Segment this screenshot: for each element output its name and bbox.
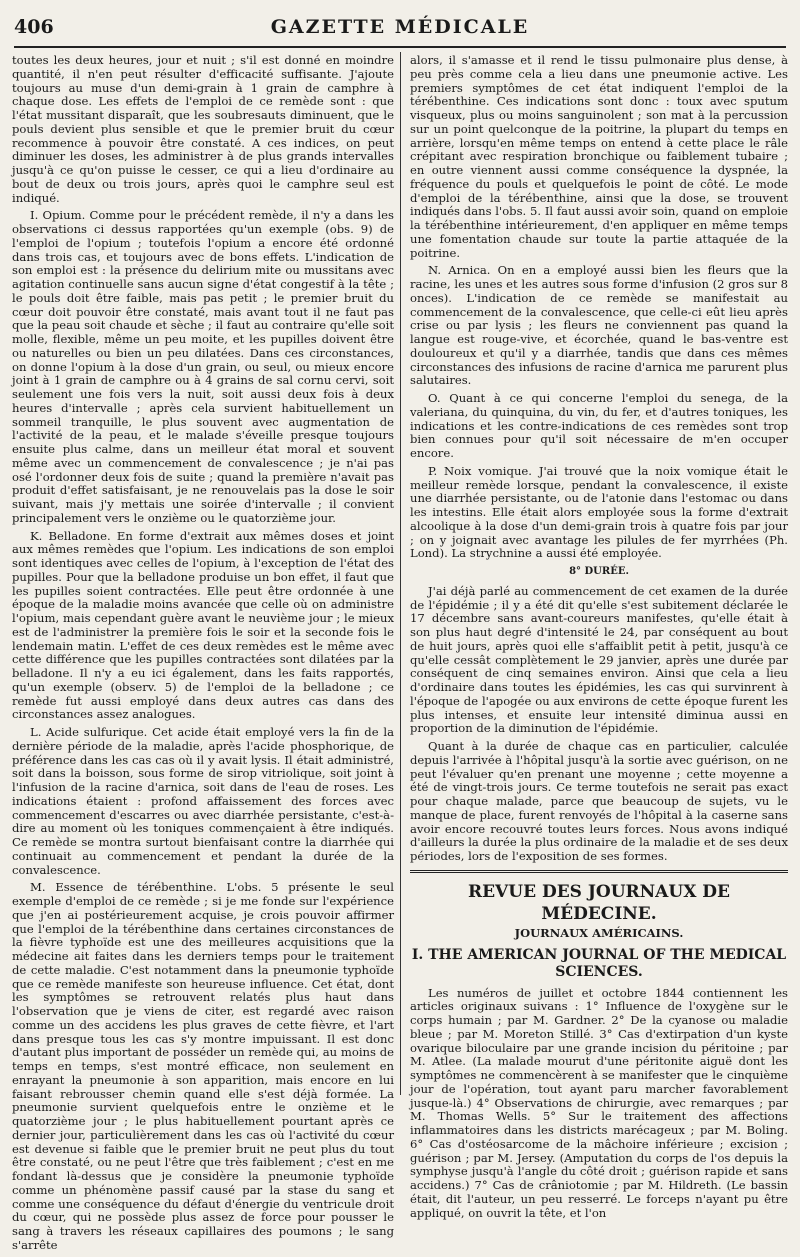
right-column (410, 54, 788, 1224)
duree-paragraph-1: J'ai déjà parlé au commencement de cet examen de la durée de l'épidémie ; il y a été dit qu'elle s'est subitement déclarée le 17 décembre sans avant-coureurs manifestes, qu'elle était à son plus haut degré d'intensité le 24, par conséquent au bout de huit jours, après quoi elle s'affaiblit petit à petit, jusqu'à ce qu'elle cessât complètement le 29 janvier, après une durée par conséquent de cinq semaines environ. Ainsi que cela a lieu d'ordinaire dans toutes les épidémies, les cas qui survinrent à l'époque de l'apogée ou aux environs de cette époque furent les plus intenses, et ensuite leur intensité diminua aussi en proportion de la diminution de l'épidémie. (410, 583, 788, 736)
page-number: 406 (14, 16, 54, 38)
american-journal-title: I. THE AMERICAN JOURNAL OF THE MEDICAL SCIENCES. (411, 946, 787, 980)
duree-heading: 8° DURÉE. (569, 566, 629, 577)
header-rule (14, 46, 786, 48)
belladone-paragraph: K. Belladone. En forme d'extrait aux mêmes doses et joint aux mêmes remèdes que l'opium. Les indications de son emploi sont identiques avec celles de l'opium, à l'exception de l'état des pupilles. Pour que la belladone produise un bon effet, il faut que les pupilles soient contractées. Elle peut être ordonnée à une époque de la maladie moins avancée que celle où on administre l'opium, mais cependant guère avant le neuvième jour ; le mieux est de l'administrer la première fois le soir et la seconde fois le lendemain matin. L'effet de ces deux remèdes est le même avec cette différence que les pupilles contractées sont dilatées par la belladone. Il n'y a eu ici également, dans les faits rapportés, qu'un exemple (observ. 5) de l'emploi de la belladone ; ce remède fut aussi employé dans deux autres cas dans des circonstances assez analogues. (12, 528, 394, 722)
intro-paragraph: toutes les deux heures, jour et nuit ; s'il est donné en moindre quantité, il n'en peut résulter d'efficacité suffisante. J'ajoute toujours au muse d'un demi-grain à 1 grain de camphre à chaque dose. Les effets de l'emploi de ce remède sont : que l'état mussitant disparaît, que les soubresauts diminuent, que le pouls devient plus sensible et que le premier bruit du cœur recommence à pouvoir être constaté. A ces indices, on peut diminuer les doses, les administrer à de plus grands intervalles jusqu'à ce qu'on puisse le cesser, ce qui a lieu d'ordinaire au bout de deux ou trois jours, après quoi le camphre seul est indiqué. (12, 53, 394, 205)
journal-title: GAZETTE MÉDICALE (270, 16, 530, 38)
noix-paragraph: P. Noix vomique. J'ai trouvé que la noix vomique était le meilleur remède lorsque, pendant la convalescence, il existe une diarrhée persistante, ou de l'atonie dans l'estomac ou dans les intestins. Elle était alors employée sous la forme d'extrait alcoolique à la dose d'un demi-grain trois à quatre fois par jour ; on y joignait avec avantage les pilules de fer myrrhées (Ph. Lond). La strychnine a aussi été employée. (410, 463, 788, 561)
opium-paragraph: I. Opium. Comme pour le précédent remède, il n'y a dans les observations ci dessus rapportées qu'un exemple (obs. 9) de l'emploi de l'opium ; toutefois l'opium a encore été ordonné dans trois cas, et toujours avec de bons effets. L'indication de son emploi est : la présence du delirium mite ou mussitans avec agitation continuelle sans aucun signe d'état congestif à la tête ; le pouls doit être faible, mais pas petit ; le premier bruit du cœur doit pouvoir être constaté, mais avant tout il ne faut pas que la peau soit chaude et sèche ; il faut au contraire qu'elle soit molle, flexible, même un peu moite, et les pupilles doivent être ou naturelles ou bien un peu dilatées. Dans ces circonstances, on donne l'opium à la dose d'un grain, ou seul, ou mieux encore joint à 1 grain de camphre ou à 4 grains de sal cornu cervi, soit seulement une fois vers la nuit, soit aussi deux fois à deux heures d'intervalle ; après cela survient habituellement un sommeil tranquille, le plus souvent avec augmentation de l'activité de la peau, et le malade s'éveille presque toujours ensuite plus calme, dans un meilleur état moral et souvent même avec un commencement de convalescence ; je n'ai pas osé l'ordonner deux fois de suite ; quand la première n'avait pas produit d'effet satisfaisant, je ne renouvelais pas la dose le soir suivant, mais j'y mettais une soirée d'intervalle ; il convient principalement vers le onzième ou le quatorzième jour. (12, 208, 394, 525)
american-journal-paragraph: Les numéros de juillet et octobre 1844 contiennent les articles originaux suivans : 1° Influence de l'oxygène sur le corps humain ; par M. Gardner. 2° De la cyanose ou maladie bleue ; par M. Moreton Stillé. 3° Cas d'extirpation d'un kyste ovarique biloculaire par une grande incision du péritoine ; par M. Atlee. (La malade mourut d'une péritonite aiguë dont les symptômes ne commencèrent à se manifester que le cinquième jour de l'opération, tout ayant paru marcher favorablement jusque-là.) 4° Observations de chirurgie, avec remarques ; par M. Thomas Wells. 5° Sur le traitement des affections inflammatoires dans les districts marécageux ; par M. Boling. 6° Cas d'ostéosarcome de la mâchoire inférieure ; excision ; guérison ; par M. Jersey. (Amputation du corps de l'os depuis la symphyse jusqu'à l'angle du côté droit ; guérison rapide et sans accidens.) 7° Cas de crâniotomie ; par M. Hildreth. (Le bassin était, dit l'auteur, un peu resserré. Le forceps n'ayant pu être appliqué, on ouvrit la tête, et l'on (410, 985, 788, 1220)
essence-paragraph: M. Essence de térébenthine. L'obs. 5 présente le seul exemple d'emploi de ce remède ; si je me fonde sur l'expérience que j'en ai postérieurement acquise, je crois pouvoir affirmer que l'emploi de la térébenthine dans certaines circonstances de la fièvre typhoïde est une des meilleures acquisitions que la médecine ait faites dans les derniers temps pour le traitement de cette maladie. C'est notamment dans la pneumonie typhoïde que ce remède manifeste son heureuse influence. Cet état, dont les symptômes se retrouvent relatés plus haut dans l'observation que je viens de citer, est regardé avec raison comme un des accidens les plus graves de cette fièvre, et l'art dans presque tous les cas s'y montre impuissant. Il est donc d'autant plus important de posséder un remède qui, au moins de temps en temps, s'est montré efficace, non seulement en enrayant la pneumonie à son apparition, mais encore en lui faisant rebrousser chemin quand elle s'est déjà formée. La pneumonie survient quelquefois entre le onzième et le quatorzième jour ; le plus habituellement pourtant après ce dernier jour, particulièrement dans les cas où l'activité du cœur est devenue si faible que le premier bruit ne peut plus du tout être constaté, ou ne peut l'être que très faiblement ; c'est en me fondant là-dessus que je considère la pneumonie typhoïde comme un phénomène passif causé par la stase du sang et comme une conséquence du défaut d'énergie du ventricule droit du cœur, qui ne possède plus assez de force pour pousser le sang à travers les réseaux capillaires des poumons ; le sang s'arrête (12, 880, 394, 1252)
left-column (12, 54, 394, 1257)
senega-paragraph: O. Quant à ce qui concerne l'emploi du senega, de la valeriana, du quinquina, du vin, du fer, et d'autres toniques, les indications et les contre-indications de ces remèdes sont trop bien connues pour qu'il soit nécessaire de m'en occuper encore. (410, 391, 788, 460)
acide-paragraph: L. Acide sulfurique. Cet acide était employé vers la fin de la dernière période de la maladie, après l'acide phosphorique, de préférence dans les cas cas où il y avait lysis. Il était administré, soit dans la boisson, sous forme de sirop vitriolique, soit joint à l'infusion de la racine d'arnica, soit dans de l'eau de roses. Les indications étaient : profond affaissement des forces avec commencement d'escarres ou avec diarrhée persistante, c'est-à-dire au moment où les toniques commençaient à être indiqués. Ce remède se montra surtout bienfaisant contre la diarrhée qui continuait au commencement et pendant la durée de la convalescence. (12, 725, 394, 877)
revue-title: REVUE DES JOURNAUX DE MÉDECINE. (467, 881, 731, 924)
duree-paragraph-2: Quant à la durée de chaque cas en particulier, calculée depuis l'arrivée à l'hôpital jusqu'à la sortie avec guérison, on ne peut l'évaluer qu'en prenant une moyenne ; cette moyenne a été de vingt-trois jours. Ce terme toutefois ne serait pas exact pour chaque malade, parce que beaucoup de sujets, vu le manque de place, furent renvoyés de l'hôpital à la caserne sans avoir encore recouvré toutes leurs forces. Nous avons indiqué d'ailleurs la durée la plus ordinaire de la maladie et de ses deux périodes, lors de l'exposition de ses formes. (410, 739, 788, 863)
continuation-paragraph: alors, il s'amasse et il rend le tissu pulmonaire plus dense, à peu près comme cela a lieu dans une pneumonie active. Les premiers symptômes de cet état indiquent l'emploi de la térébenthine. Ces indications sont donc : toux avec sputum visqueux, plus ou moins sanguinolent ; son mat à la percussion sur un point quelconque de la poitrine, la plupart du temps en arrière, lorsqu'en même temps on entend à cette place le râle crépitant avec respiration bronchique ou faiblement tubaire ; en outre viennent aussi comme conséquence la dyspnée, la fréquence du pouls et quelquefois le point de côté. Le mode d'emploi de la térébenthine, ainsi que la dose, se trouvent indiqués dans l'obs. 5. Il faut aussi avoir soin, quand on emploie la térébenthine intérieurement, d'en appliquer en même temps une fomentation chaude sur toute la partie attaquée de la poitrine. (410, 53, 788, 260)
page-header (14, 16, 786, 44)
section-divider (410, 870, 788, 873)
journaux-subtitle: JOURNAUX AMÉRICAINS. (514, 925, 684, 940)
arnica-paragraph: N. Arnica. On en a employé aussi bien les fleurs que la racine, les unes et les autres sous forme d'infusion (2 gros sur 8 onces). L'indication de ce remède se manifestait au commencement de la convalescence, que celle-ci eût lieu après crise ou par lysis ; les fleurs ne conviennent pas quand la langue est rouge-vive, et écorchée, quand le bas-ventre est douloureux et qu'il y a diarrhée, tandis que dans ces mêmes circonstances des infusions de racine d'arnica me parurent plus salutaires. (410, 263, 788, 388)
column-divider (400, 52, 401, 1095)
